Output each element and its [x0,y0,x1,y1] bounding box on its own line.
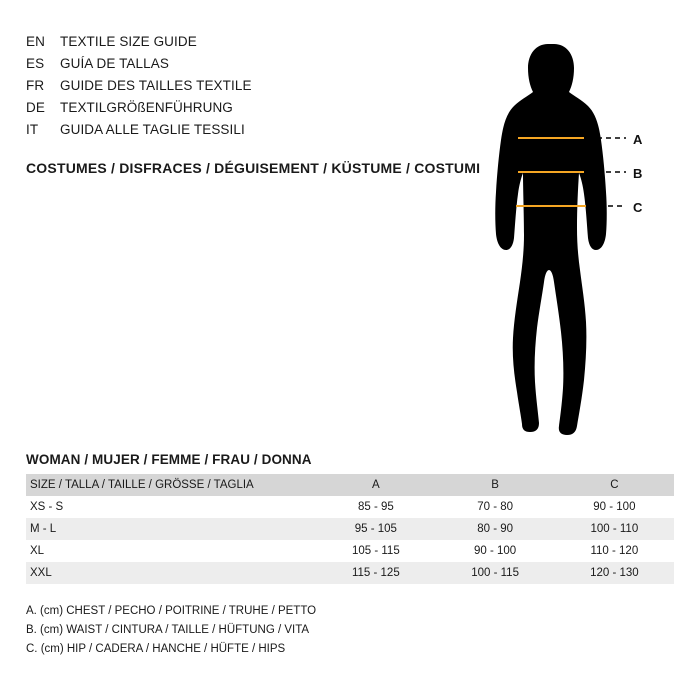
cell-c: 120 - 130 [590,567,639,579]
legend-row-b: B. (cm) WAIST / CINTURA / TAILLE / HÜFTUNG / VITA [26,624,310,636]
table-row [26,518,674,540]
size-table [26,474,674,584]
language-row [26,100,456,122]
table-row [26,496,674,518]
language-code: IT [26,122,39,137]
cell-a: 95 - 105 [354,523,397,535]
table-header-row [26,474,674,496]
cell-b: 80 - 90 [477,523,514,535]
column-header-size: SIZE / TALLA / TAILLE / GRÖSSE / TAGLIA [30,479,254,491]
legend [26,602,316,659]
figure-area [470,30,680,440]
cell-b: 100 - 115 [471,567,519,579]
language-list [26,34,456,144]
language-row [26,56,456,78]
category-line: COSTUMES / DISFRACES / DÉGUISEMENT / KÜSTUME / COSTUMI [26,160,481,176]
language-text: GUIDE DES TAILLES TEXTILE [60,78,252,93]
language-text: TEXTILE SIZE GUIDE [60,34,197,49]
language-row [26,122,456,144]
cell-a: 85 - 95 [357,501,394,513]
marker-label-c: C [633,200,643,215]
column-header-b: B [491,479,499,491]
size-table-section [26,452,674,584]
table-row [26,540,674,562]
table-row [26,562,674,584]
female-silhouette-icon [470,30,680,440]
language-code: ES [26,56,45,71]
cell-c: 100 - 110 [590,523,639,535]
cell-size: XS - S [30,501,64,513]
cell-a: 105 - 115 [351,545,400,557]
cell-b: 90 - 100 [474,545,517,557]
cell-size: XXL [30,567,52,579]
cell-size: M - L [30,523,57,535]
language-code: EN [26,34,45,49]
language-row [26,78,456,100]
cell-c: 110 - 120 [590,545,639,557]
marker-label-b: B [633,166,643,181]
cell-size: XL [30,545,45,557]
table-title: WOMAN / MUJER / FEMME / FRAU / DONNA [26,452,312,467]
language-text: GUÍA DE TALLAS [60,56,169,71]
legend-row-a: A. (cm) CHEST / PECHO / POITRINE / TRUHE / PETTO [26,605,317,617]
column-header-a: A [372,479,380,491]
marker-label-a: A [633,132,643,147]
language-text: TEXTILGRÖßENFÜHRUNG [60,100,233,115]
language-text: GUIDA ALLE TAGLIE TESSILI [60,122,245,137]
language-row [26,34,456,56]
cell-b: 70 - 80 [477,501,514,513]
cell-c: 90 - 100 [593,501,636,513]
column-header-c: C [610,479,619,491]
cell-a: 115 - 125 [351,567,400,579]
language-code: DE [26,100,45,115]
legend-row-c: C. (cm) HIP / CADERA / HANCHE / HÜFTE / HIPS [26,643,286,655]
language-code: FR [26,78,45,93]
